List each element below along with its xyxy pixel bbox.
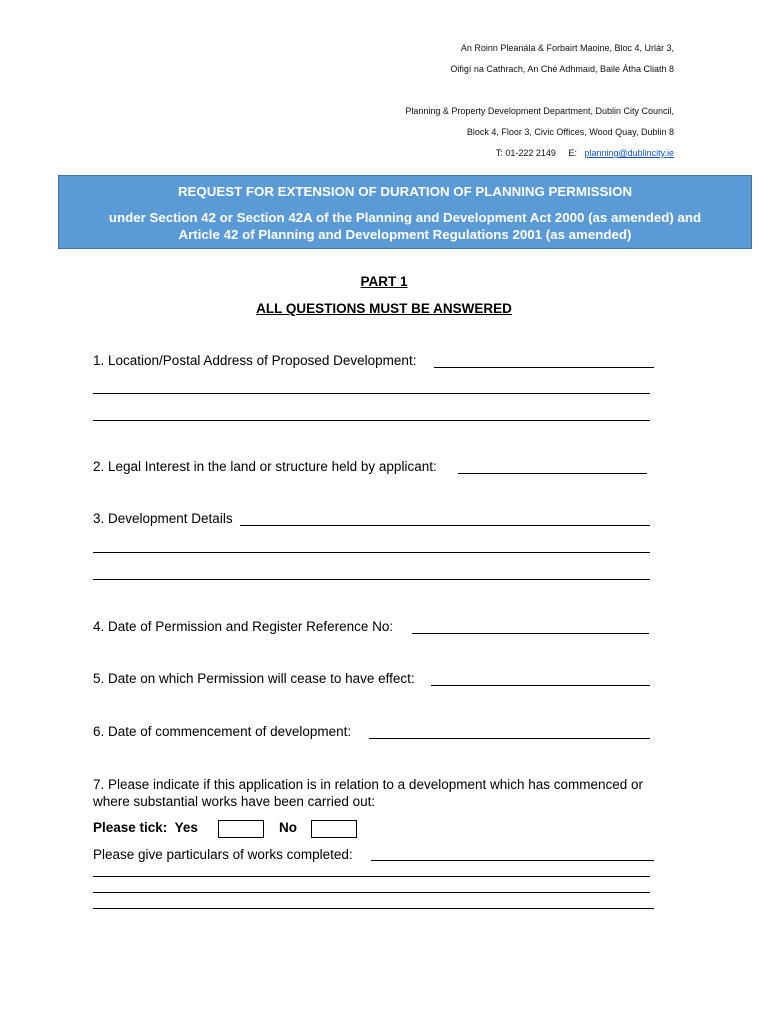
question-4-answer-field[interactable] <box>412 633 649 634</box>
particulars-answer-field[interactable] <box>371 860 654 861</box>
irish-address-line-2: Oifigí na Cathrach, An Ché Adhmaid, Baile Átha Cliath 8 <box>450 64 674 74</box>
yes-checkbox[interactable] <box>218 820 264 838</box>
question-1-label: 1. Location/Postal Address of Proposed Development: <box>93 353 417 368</box>
question-5-label: 5. Date on which Permission will cease to have effect: <box>93 671 415 686</box>
question-2-answer-field[interactable] <box>458 473 647 474</box>
question-7-label-line-2: where substantial works have been carried out: <box>93 794 376 809</box>
contact-line <box>496 148 674 158</box>
question-2-label: 2. Legal Interest in the land or structure held by applicant: <box>93 459 437 474</box>
particulars-label: Please give particulars of works completed: <box>93 847 353 862</box>
form-subtitle <box>59 209 751 243</box>
subtitle-line-1: under Section 42 or Section 42A of the Planning and Development Act 2000 (as amended) and <box>108 210 702 225</box>
question-3-answer-field[interactable] <box>240 525 650 526</box>
title-banner <box>58 175 752 249</box>
question-1-answer-line-2[interactable] <box>93 393 650 394</box>
question-6-label: 6. Date of commencement of development: <box>93 724 352 739</box>
question-6-answer-field[interactable] <box>369 738 650 739</box>
question-7-label-line-1: 7. Please indicate if this application is in relation to a development which has commenced or <box>93 777 644 792</box>
question-1-answer-line-3[interactable] <box>93 420 650 421</box>
particulars-answer-line-2[interactable] <box>93 876 650 877</box>
form-title: REQUEST FOR EXTENSION OF DURATION OF PLANNING PERMISSION <box>177 184 633 199</box>
subtitle-line-2: Article 42 of Planning and Development Regulations 2001 (as amended) <box>178 227 632 242</box>
tick-instruction <box>93 820 198 835</box>
no-label: No <box>279 820 297 835</box>
instruction-heading: ALL QUESTIONS MUST BE ANSWERED <box>256 301 512 316</box>
no-checkbox[interactable] <box>311 820 357 838</box>
yes-label: Yes <box>174 820 198 835</box>
question-3-answer-line-3[interactable] <box>93 579 650 580</box>
question-1-answer-field[interactable] <box>434 367 654 368</box>
question-3-label: 3. Development Details <box>93 511 233 526</box>
tick-label: Please tick: <box>93 820 168 835</box>
email-label: E: <box>568 148 577 158</box>
question-4-label: 4. Date of Permission and Register Reference No: <box>93 619 394 634</box>
question-5-answer-field[interactable] <box>431 685 650 686</box>
question-3-answer-line-2[interactable] <box>93 552 650 553</box>
email-link[interactable]: planning@dublincity.ie <box>584 148 674 158</box>
phone-number: T: 01-222 2149 <box>495 148 556 158</box>
particulars-answer-line-3[interactable] <box>93 892 650 893</box>
irish-address-line-1: An Roinn Pleanála & Forbairt Maoine, Bloc 4, Urlár 3, <box>460 43 674 53</box>
english-address-line-2: Block 4, Floor 3, Civic Offices, Wood Quay, Dublin 8 <box>466 127 674 137</box>
part-heading: PART 1 <box>360 274 408 289</box>
english-address-line-1: Planning & Property Development Department, Dublin City Council, <box>405 106 674 116</box>
particulars-answer-line-4[interactable] <box>93 908 654 909</box>
